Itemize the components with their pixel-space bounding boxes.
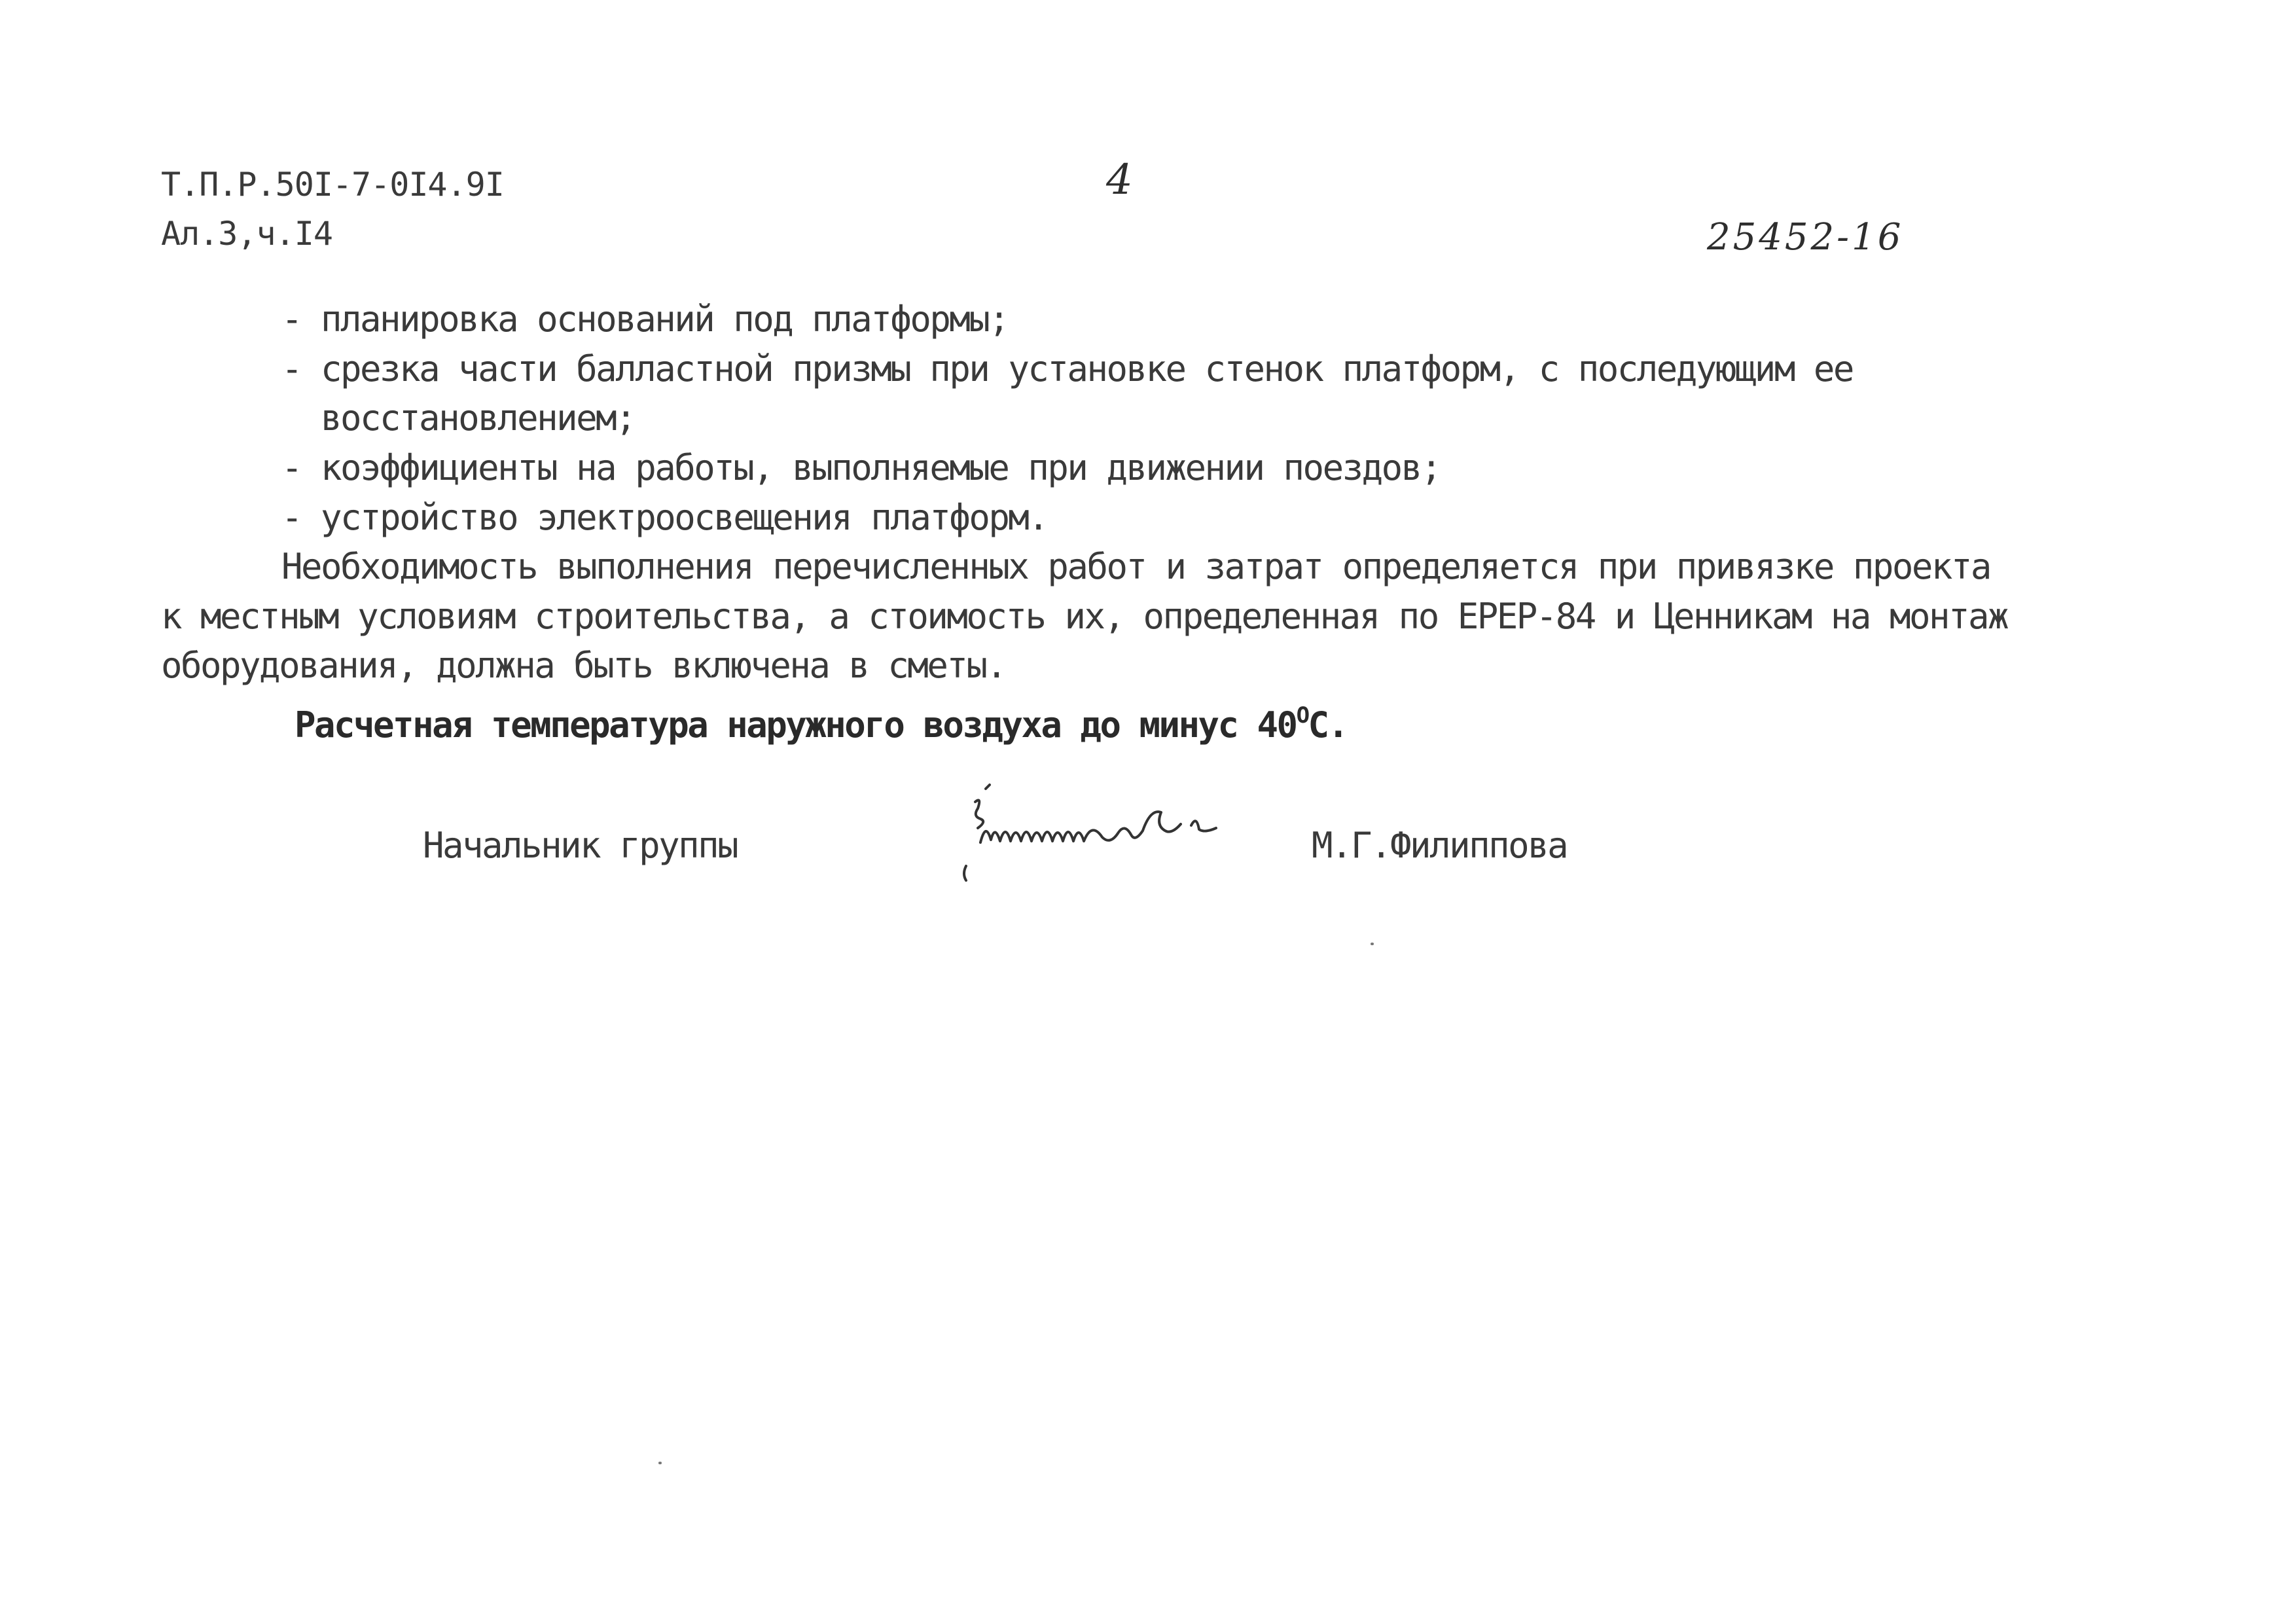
archive-number: 25452-16 — [1707, 216, 1904, 259]
list-item-continuation: восстановлением; — [321, 397, 636, 439]
scan-speck — [1371, 943, 1374, 945]
list-item: - планировка оснований под платформы; — [281, 298, 1009, 340]
signatory-name: М.Г.Филиппова — [1312, 825, 1568, 866]
temperature-note — [295, 704, 1348, 751]
position-title: Начальник группы — [423, 825, 738, 866]
list-item: - срезка части балластной призмы при установке стенок платформ, с последующим ее — [281, 348, 1853, 389]
paragraph-line: оборудования, должна быть включена в сметы. — [161, 645, 1006, 686]
temperature-unit: С. — [1308, 704, 1348, 746]
list-item: - устройство электроосвещения платформ. — [281, 497, 1048, 538]
handwritten-signature — [935, 782, 1249, 887]
list-item: - коэффициенты на работы, выполняемые при движении поездов; — [281, 447, 1441, 488]
degree-superscript: О — [1296, 702, 1308, 729]
paragraph-line: Необходимость выполнения перечисленных работ и затрат определяется при привязке проекта — [281, 546, 1990, 587]
album-part: Ал.3,ч.I4 — [161, 215, 332, 253]
page-number: 4 — [1106, 156, 1133, 204]
scan-speck — [658, 1462, 662, 1464]
document-code: Т.П.Р.50I-7-0I4.9I — [161, 166, 504, 204]
temperature-note-text: Расчетная температура наружного воздуха до минус 40 — [295, 704, 1297, 746]
paragraph-line: к местным условиям строительства, а стоимость их, определенная по ЕРЕР-84 и Ценникам на монтаж — [161, 596, 2008, 637]
